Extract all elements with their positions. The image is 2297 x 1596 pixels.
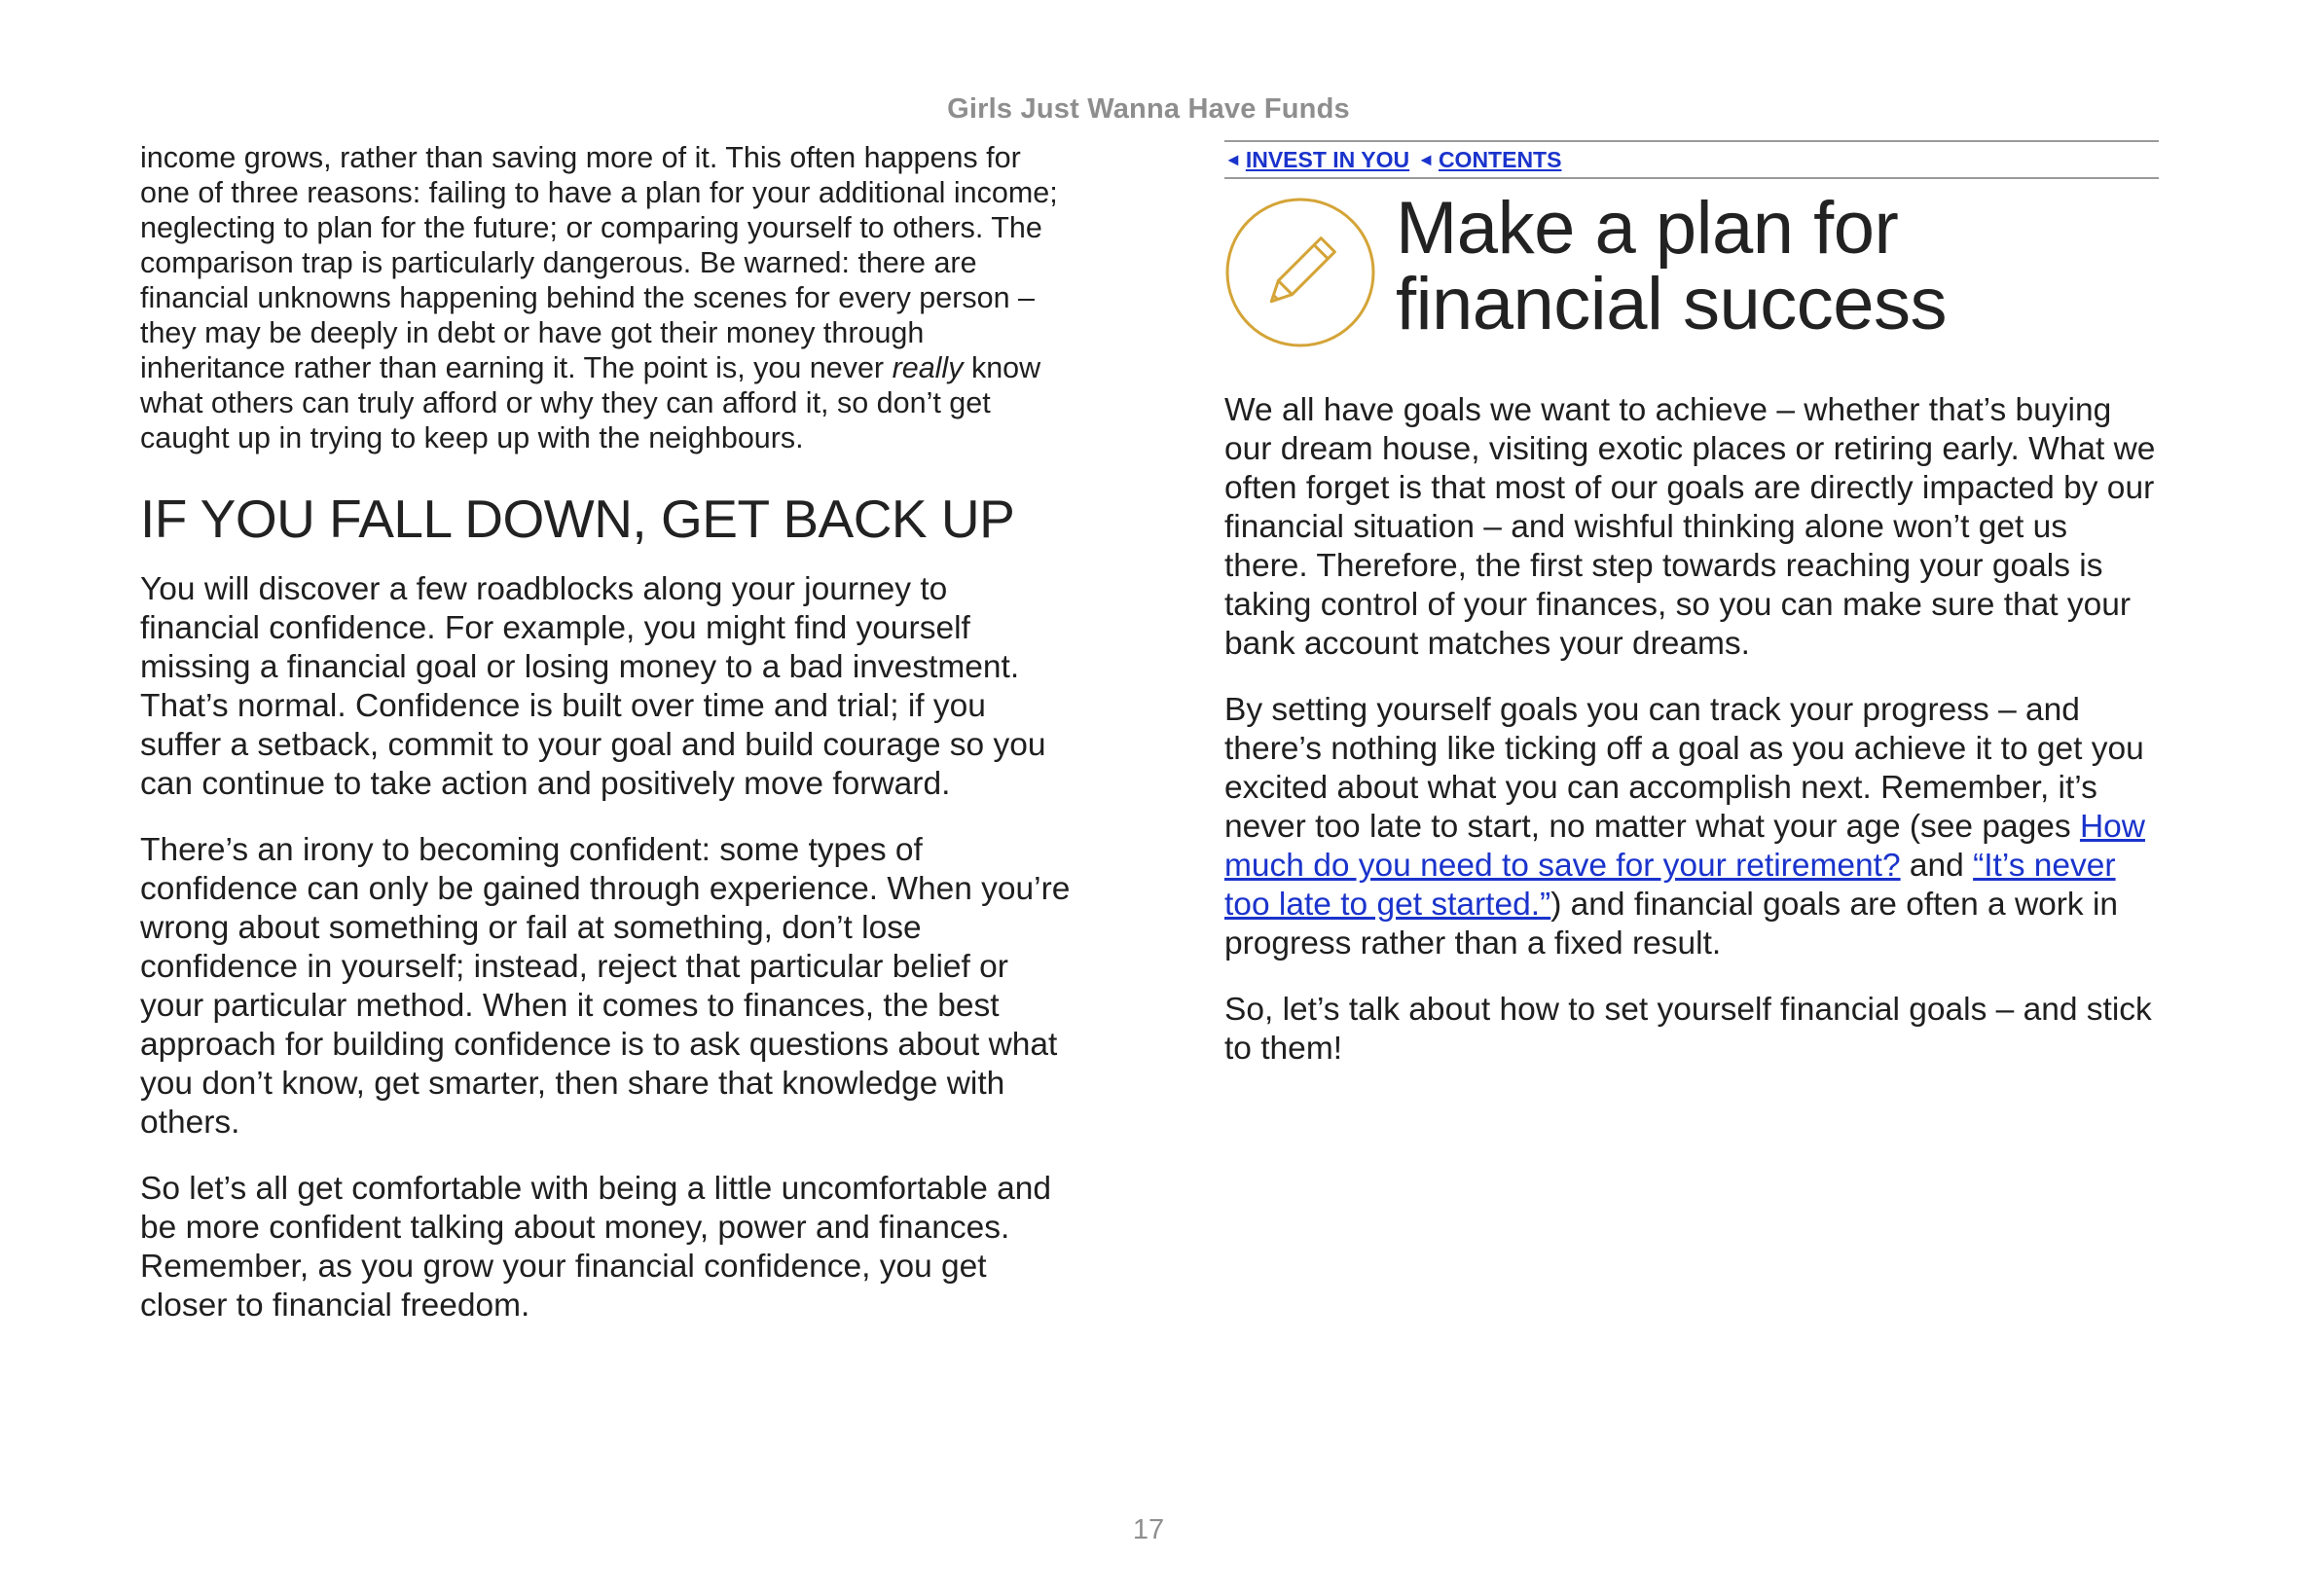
left-paragraph-3: So let’s all get comfortable with being a little uncomfortable and be more confident talking about money, power and finances. Remember, as you grow your financial confidence, you get closer to financial freedom.	[140, 1171, 1052, 1324]
right-paragraph-2	[1224, 691, 2159, 963]
back-arrow-icon: ◄	[1417, 149, 1435, 169]
intro-text-part-1: income grows, rather than saving more of it. This often happens for one of three reasons: failing to have a plan for your additional income; neglecting to plan for the future; or comparing yourself to others. The comparison trap is particularly dangerous. Be warned: there are financial unknowns happening behind the scenes for every person – they may be deeply in debt or have got their money through inheritance rather than earning it. The point is, you never	[140, 141, 1058, 384]
right-paragraph-3: So, let’s talk about how to set yourself financial goals – and stick to them!	[1224, 992, 2152, 1067]
right-body	[1224, 391, 2159, 1069]
section-heading: IF YOU FALL DOWN, GET BACK UP	[140, 489, 1015, 549]
link-never-too-late[interactable]: “It’s never too late to get started.”	[1224, 848, 2116, 923]
book-title: Girls Just Wanna Have Funds	[947, 93, 1350, 125]
chapter-header	[1224, 187, 2159, 366]
right-p2-text-c: ) and financial goals are often a work in progress rather than a fixed result.	[1224, 887, 2119, 961]
page-number: 17	[1132, 1514, 1165, 1545]
breadcrumb-nav	[1224, 140, 2159, 179]
left-paragraph-2: There’s an irony to becoming confident: some types of confidence can only be gained through experience. When you’re wrong about something or fail at something, don’t lose confidence in yourself; instead, reject that particular belief or your particular method. When it comes to finances, the best approach for building confidence is to ask questions about what you don’t know, get smarter, then share that knowledge with others.	[140, 832, 1071, 1141]
intro-paragraph	[140, 140, 1075, 455]
nav-link-invest-in-you[interactable]: INVEST IN YOU	[1245, 146, 1410, 172]
left-paragraph-1: You will discover a few roadblocks along your journey to financial confidence. For example, you might find yourself missing a financial goal or losing money to a bad investment. That’s normal. Confidence is built over time and trial; if you suffer a setback, commit to your goal and build courage so you can continue to take action and positively move forward.	[140, 571, 1046, 802]
right-p2-text-a: By setting yourself goals you can track your progress – and there’s nothing like ticking off a goal as you achieve it to get you excited about what you can accomplish next. Remember, it’s never too late to start, no matter what your age (see pages	[1224, 692, 2144, 845]
intro-emphasis: really	[892, 351, 964, 384]
intro-text-part-2: know what others can truly afford or why they can afford it, so don’t get caught up in trying to keep up with the neighbours.	[140, 351, 1041, 454]
chapter-title	[1396, 187, 1947, 345]
back-arrow-icon: ◄	[1224, 149, 1242, 169]
pencil-icon	[1224, 197, 1376, 348]
link-retirement-savings[interactable]: How much do you need to save for your retirement?	[1224, 809, 2145, 884]
left-page-column	[140, 140, 1075, 1353]
right-p2-text-b: and	[1900, 848, 1974, 884]
right-page-column	[1224, 140, 2159, 1096]
chapter-title-line-2: financial success	[1396, 263, 1947, 345]
chapter-title-line-1: Make a plan for	[1396, 187, 1899, 270]
nav-link-contents[interactable]: CONTENTS	[1438, 146, 1562, 172]
right-paragraph-1: We all have goals we want to achieve – whether that’s buying our dream house, visiting exotic places or retiring early. What we often forget is that most of our goals are directly impacted by our financial situation – and wishful thinking alone won’t get us there. Therefore, the first step towards reaching your goals is taking control of your finances, so you can make sure that your bank account matches your dreams.	[1224, 392, 2156, 662]
